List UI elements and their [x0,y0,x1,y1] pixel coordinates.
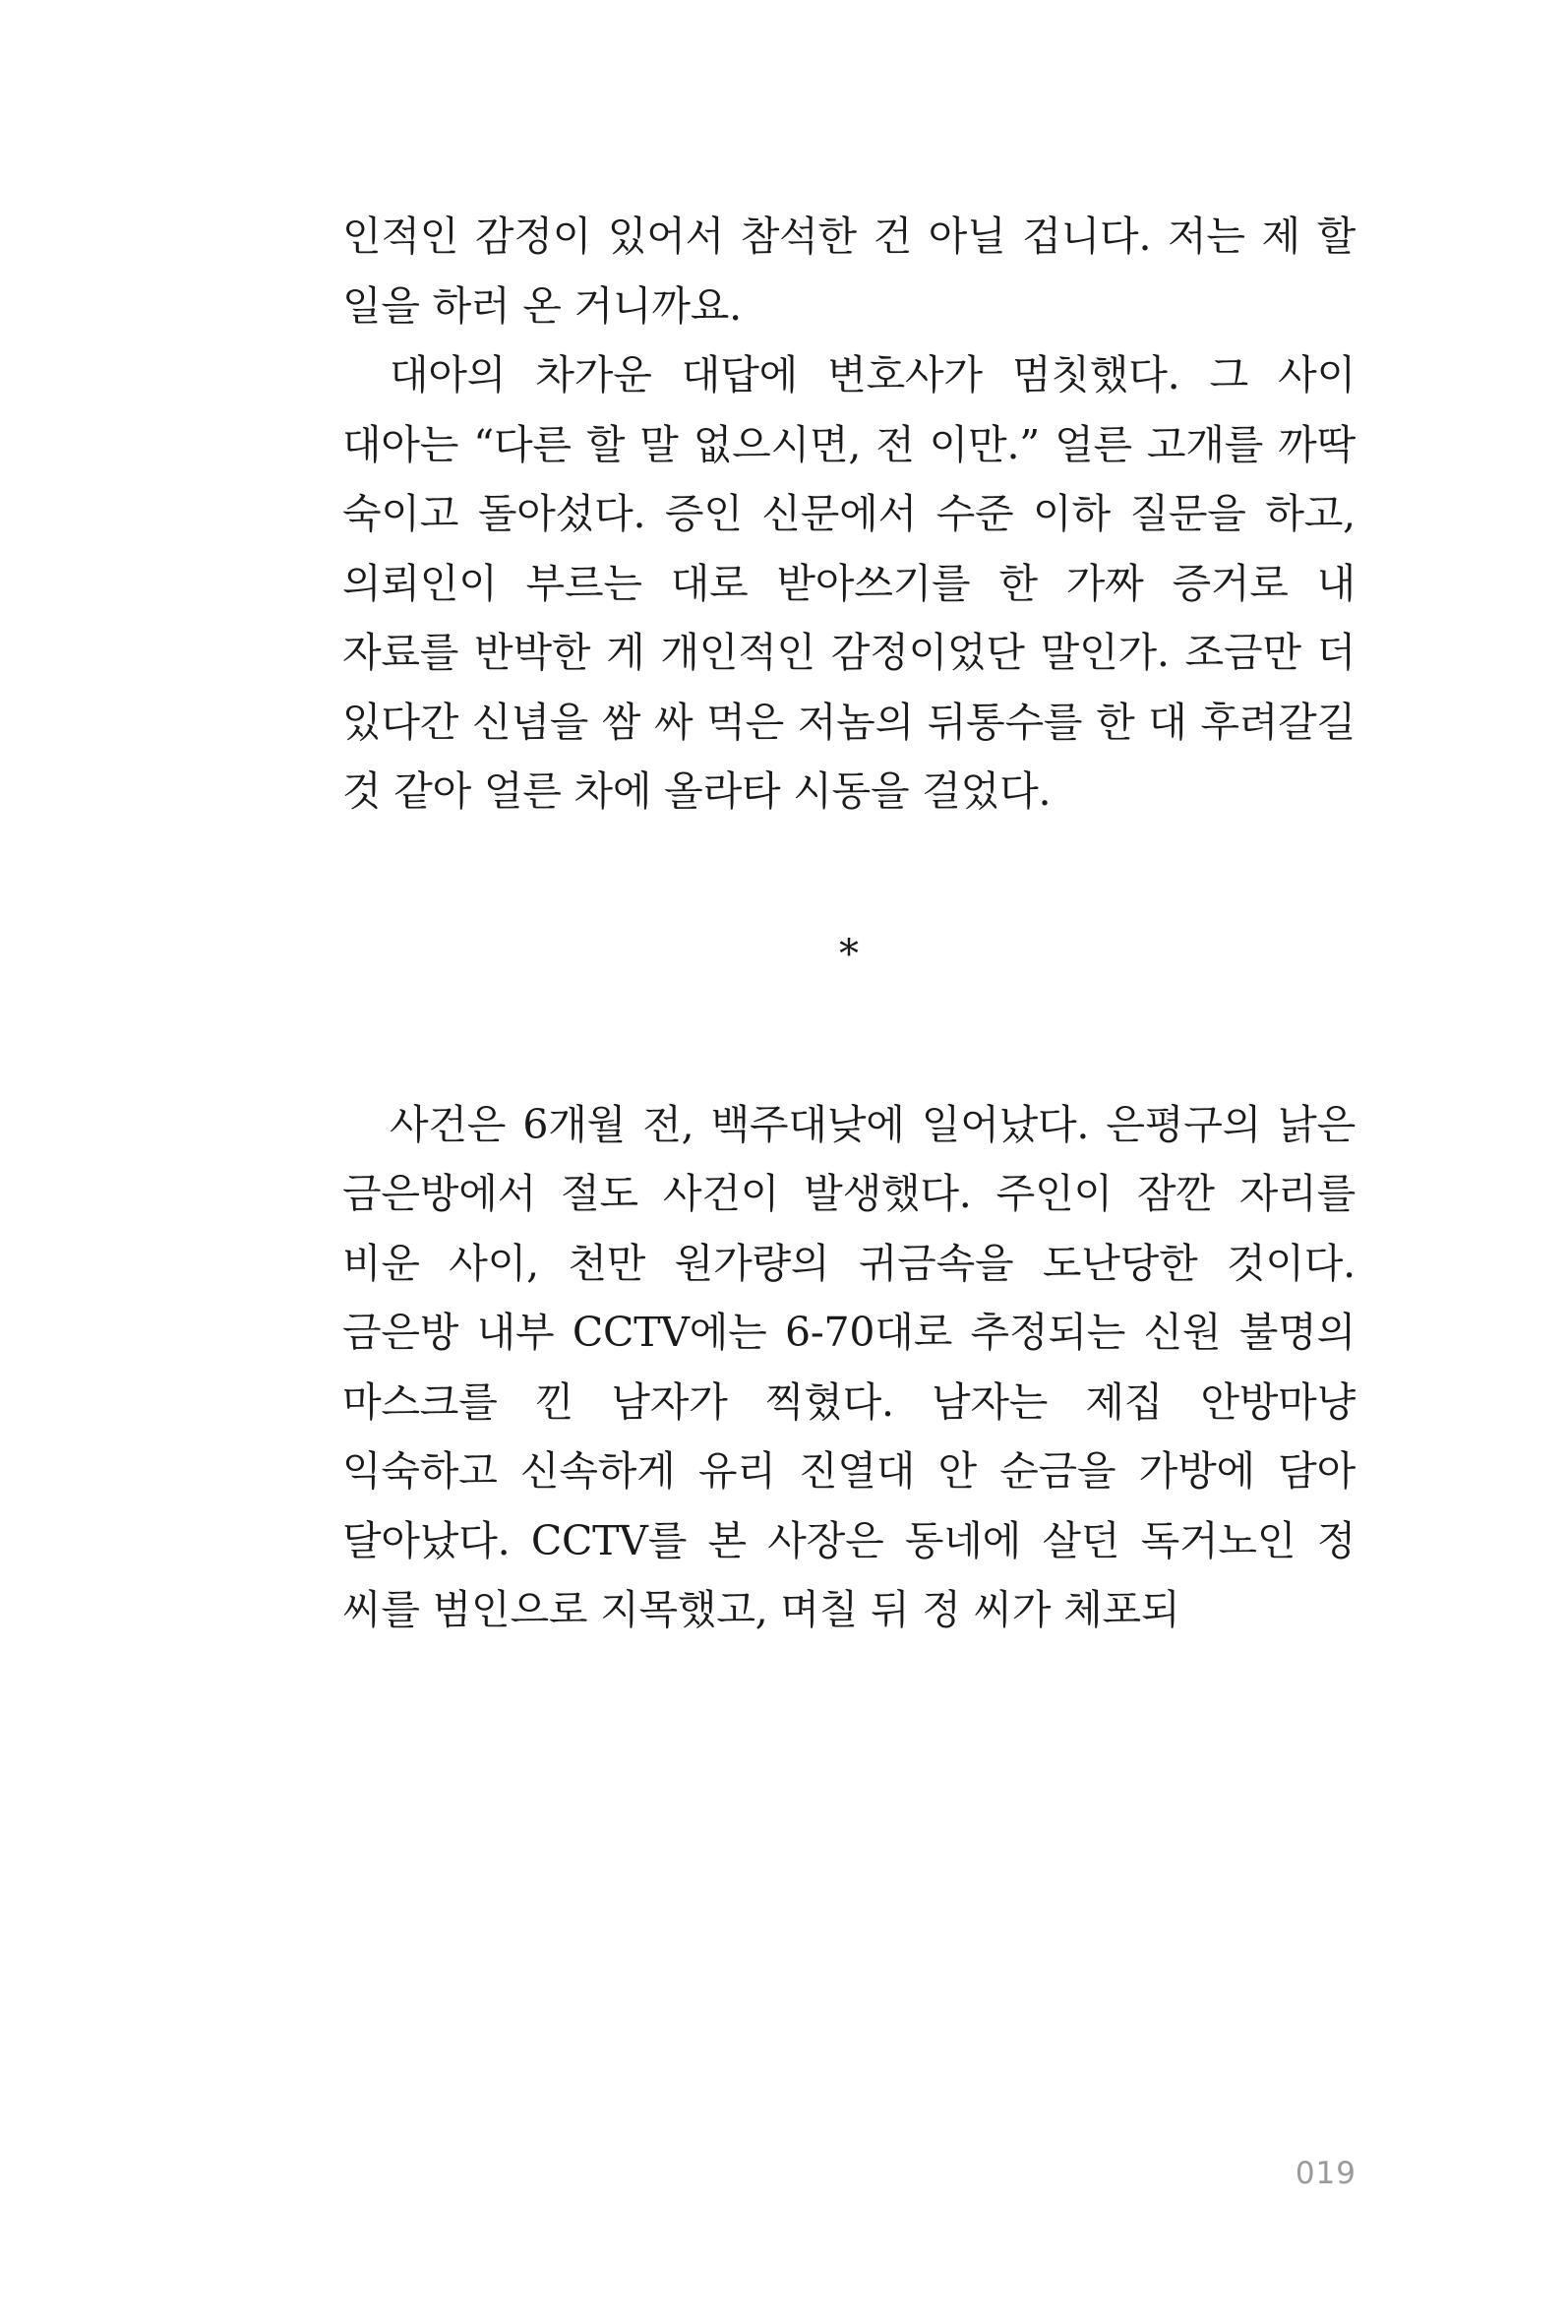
paragraph-1: 인적인 감정이 있어서 참석한 건 아닐 겁니다. 저는 제 할 일을 하러 온 거니까요. [342,213,1356,330]
section-break-mark: * [839,931,859,977]
paragraph-3: 사건은 6개월 전, 백주대낮에 일어났다. 은평구의 낡은 금은방에서 절도 사건이 발생했다. 주인이 잠깐 자리를 비운 사이, 천만 원가량의 귀금속을 도난당한 것이다. 금은방 내부 CCTV에는 6-70대로 추정되는 신원 불명의 마스크를 낀 남자가 찍혔다. 남자는 제집 안방마냥 익숙하고 신속하게 유리 진열대 안 순금을 가방에 담아 달아났다. CCTV를 본 사장은 동네에 살던 독거노인 정 씨를 범인으로 지목했고, 며칠 뒤 정 씨가 체포되 [342,1100,1356,1634]
body-text-column [342,202,1356,1645]
paragraph-2: 대아의 차가운 대답에 변호사가 멈칫했다. 그 사이 대아는 “다른 할 말 없으시면, 전 이만.” 얼른 고개를 까딱 숙이고 돌아섰다. 증인 신문에서 수준 이하 질문을 하고, 의뢰인이 부르는 대로 받아쓰기를 한 가짜 증거로 내 자료를 반박한 게 개인적인 감정이었단 말인가. 조금만 더 있다간 신념을 쌈 싸 먹은 저놈의 뒤통수를 한 대 후려갈길 것 같아 얼른 차에 올라타 시동을 걸었다. [342,351,1356,816]
page-number: 019 [1295,2156,1357,2191]
